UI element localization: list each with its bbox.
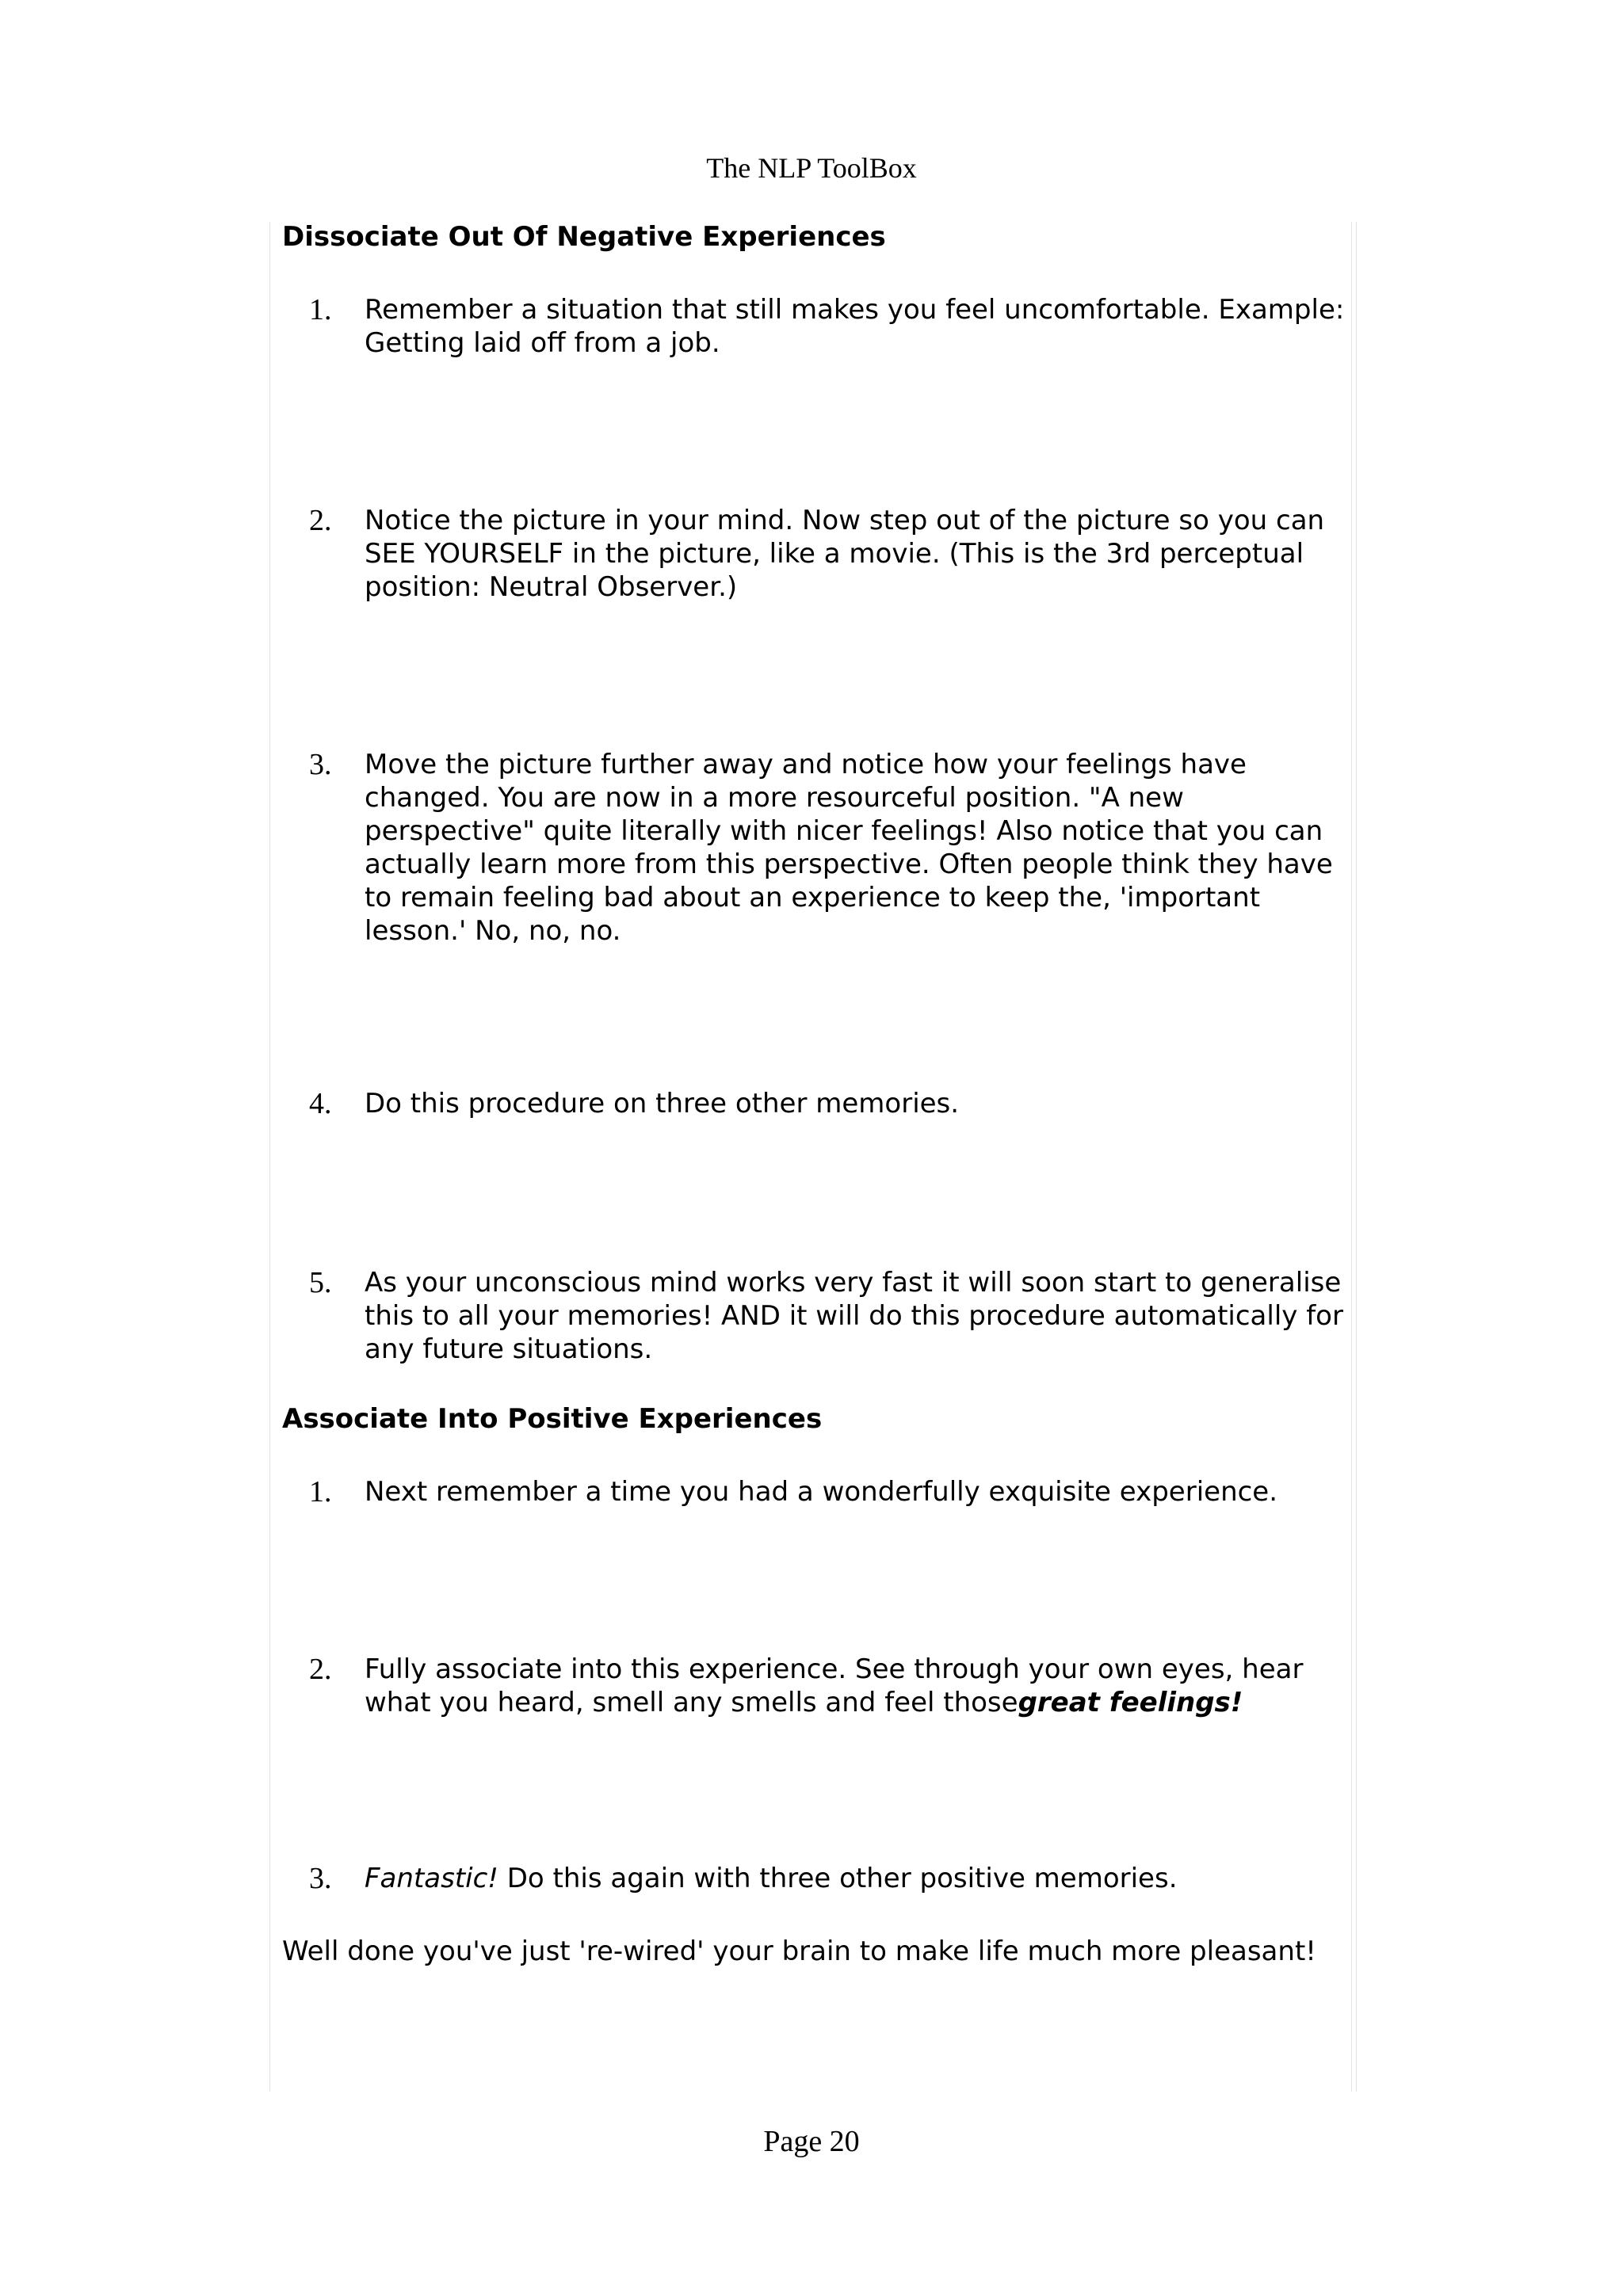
list-item-number: 1.	[309, 293, 332, 326]
page-number: Page 20	[763, 2125, 860, 2158]
list-item-text: Do this procedure on three other memories.	[365, 1088, 960, 1119]
list-item-number: 2.	[309, 1653, 332, 1686]
emphasis-text: Fantastic!	[365, 1863, 498, 1894]
list-item-number: 1.	[309, 1475, 332, 1508]
list-item-text: Remember a situation that still makes you feel uncomfortable. Example: Getting laid off from a job.	[365, 294, 1345, 359]
list-item-text: Move the picture further away and notice how your feelings have changed. You are now in a more resourceful position. "A new perspective" quite literally with nicer feelings! Also notice that you can actually learn more from this perspective. Often people think they have to remain feeling bad about an experience to keep the, 'important lesson.' No, no, no.	[365, 749, 1333, 947]
list-item-text: As your unconscious mind works very fast it will soon start to generalise this to all your memories! AND it will do this procedure automatically for any future situations.	[365, 1267, 1343, 1365]
emphasis-text: great feelings!	[1018, 1687, 1243, 1718]
page-header-title: The NLP ToolBox	[706, 152, 917, 184]
list-item-text: Fully associate into this experience. See through your own eyes, hear what you heard, smell any smells and feel thosegreat feelings!	[365, 1653, 1304, 1718]
section-heading-associate: Associate Into Positive Experiences	[282, 1403, 823, 1435]
closing-paragraph: Well done you've just 're-wired' your brain to make life much more pleasant!	[282, 1936, 1316, 1967]
list-item-number: 3.	[309, 1862, 332, 1895]
list-item-text: Next remember a time you had a wonderfully exquisite experience.	[365, 1476, 1278, 1508]
list-item-number: 2.	[309, 504, 332, 537]
list-item-text: Notice the picture in your mind. Now step out of the picture so you can SEE YOURSELF in the picture, like a movie. (This is the 3rd perceptual position: Neutral Observer.)	[365, 505, 1325, 603]
list-item-text: Fantastic! Do this again with three other positive memories.	[365, 1863, 1178, 1894]
list-item-number: 5.	[309, 1266, 332, 1299]
section-heading-dissociate: Dissociate Out Of Negative Experiences	[282, 221, 886, 253]
list-item-number: 4.	[309, 1087, 332, 1120]
list-item-number: 3.	[309, 748, 332, 781]
content-frame	[269, 222, 1357, 2092]
